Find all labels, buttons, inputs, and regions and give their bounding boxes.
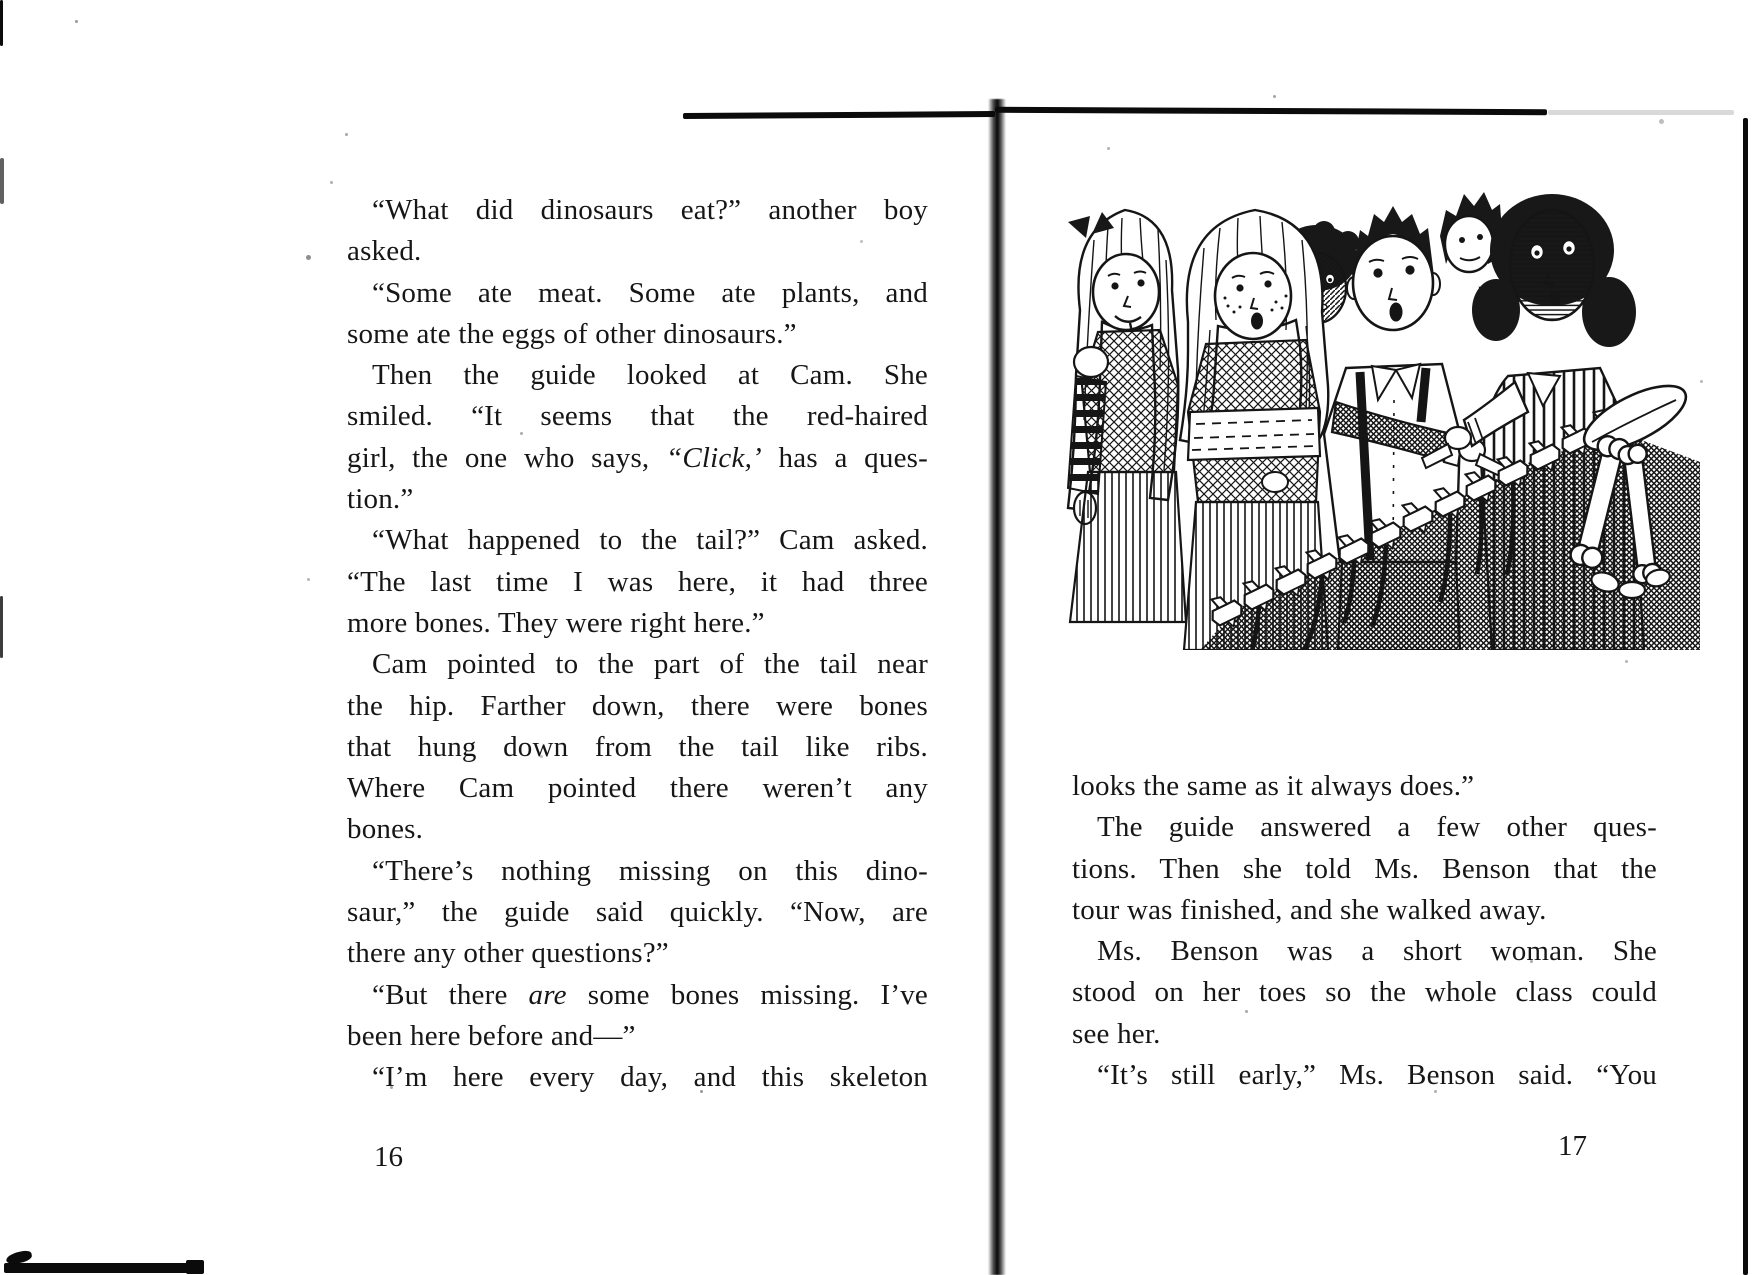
text-line (347, 686, 928, 727)
page-gutter-shadow (988, 99, 1006, 1275)
text-line (347, 644, 928, 685)
text-line (347, 479, 928, 520)
text-line (347, 809, 928, 850)
text-segment: the hip. Farther down, there were bones (347, 689, 928, 722)
text-segment: bones. (347, 813, 424, 846)
text-segment: “Some ate meat. Some ate plants, and (372, 276, 928, 309)
book-illustration (1060, 170, 1700, 650)
text-line (347, 314, 928, 355)
italic-text: are (528, 978, 567, 1011)
text-segment: tions. Then she told Ms. Benson that the (1072, 852, 1657, 885)
text-segment: some ate the eggs of other dinosaurs.” (347, 317, 797, 350)
text-segment: “The last time I was here, it had three (347, 565, 928, 598)
top-edge-rule-right-page (995, 107, 1547, 115)
text-segment: Where Cam pointed there weren’t any (347, 772, 928, 805)
text-line (347, 231, 928, 272)
text-segment: “What happened to the tail?” Cam asked. (372, 524, 928, 557)
top-edge-smudge (1548, 110, 1734, 115)
scan-mark-left-edge (0, 158, 4, 204)
text-segment: Cam pointed to the part of the tail near (372, 648, 928, 681)
text-segment: that hung down from the tail like ribs. (347, 730, 928, 763)
text-segment: tion.” (347, 483, 414, 516)
text-segment: “I’m here every day, and this skeleton (372, 1061, 928, 1094)
text-line (1072, 849, 1657, 890)
text-segment: has a ques- (761, 441, 928, 474)
text-line (1072, 972, 1657, 1013)
text-segment: tour was finished, and she walked away. (1072, 893, 1547, 926)
text-line (347, 1057, 928, 1098)
hand (1262, 472, 1288, 492)
scan-mark-top-left (0, 0, 3, 46)
text-segment: more bones. They were right here.” (347, 606, 765, 639)
text-segment: “What did dinosaurs eat?” another boy (372, 194, 928, 226)
text-line (347, 727, 928, 768)
top-edge-rule-left-page (683, 111, 995, 119)
left-page-text (347, 190, 928, 1099)
page-number-right: 17 (1558, 1130, 1587, 1162)
scan-mark-left-edge (0, 596, 3, 658)
text-segment: see her. (1072, 1017, 1161, 1050)
text-segment: looks the same as it always does.” (1072, 770, 1475, 802)
text-line (347, 933, 928, 974)
girl-with-bow (1068, 210, 1186, 622)
text-line (1072, 766, 1657, 807)
text-line (347, 520, 928, 561)
text-line (1072, 1055, 1657, 1096)
text-line (1072, 890, 1657, 931)
text-line (347, 355, 928, 396)
right-page-text (1072, 766, 1657, 1096)
text-segment: some bones missing. I’ve (566, 978, 928, 1011)
right-page-edge-line (1743, 118, 1748, 1275)
text-line (347, 1016, 928, 1057)
text-segment: Then the guide looked at Cam. She (372, 359, 928, 392)
text-segment: asked. (347, 235, 422, 268)
text-segment: “But there (372, 978, 529, 1011)
text-segment: there any other questions?” (347, 937, 669, 970)
text-line (347, 892, 928, 933)
scan-mark-bottom-bar (4, 1263, 200, 1273)
text-segment: been here before and—” (347, 1019, 636, 1052)
text-segment: girl, the one who says, (347, 441, 667, 474)
text-line (347, 768, 928, 809)
text-segment: saur,” the guide said quickly. “Now, are (347, 896, 928, 929)
text-segment: “There’s nothing missing on this dino- (372, 854, 928, 887)
page-number-left: 16 (374, 1141, 403, 1173)
text-line (347, 562, 928, 603)
text-line (347, 438, 928, 479)
text-line (1072, 807, 1657, 848)
text-line (347, 190, 928, 231)
text-segment: stood on her toes so the whole class could (1072, 976, 1657, 1009)
text-segment: smiled. “It seems that the red-haired (347, 400, 928, 433)
text-line (347, 396, 928, 437)
scan-speckles (75, 20, 78, 23)
scan-mark-bottom-bar-end (186, 1260, 204, 1274)
text-line (1072, 931, 1657, 972)
text-line (1072, 1014, 1657, 1055)
italic-text: “Click,’ (666, 441, 762, 474)
text-line (347, 975, 928, 1016)
text-segment: The guide answered a few other ques- (1097, 811, 1657, 844)
text-line (347, 603, 928, 644)
text-line (347, 851, 928, 892)
text-segment: “It’s still early,” Ms. Benson said. “You (1097, 1059, 1657, 1092)
text-line (347, 273, 928, 314)
text-segment: Ms. Benson was a short woman. She (1097, 935, 1657, 968)
